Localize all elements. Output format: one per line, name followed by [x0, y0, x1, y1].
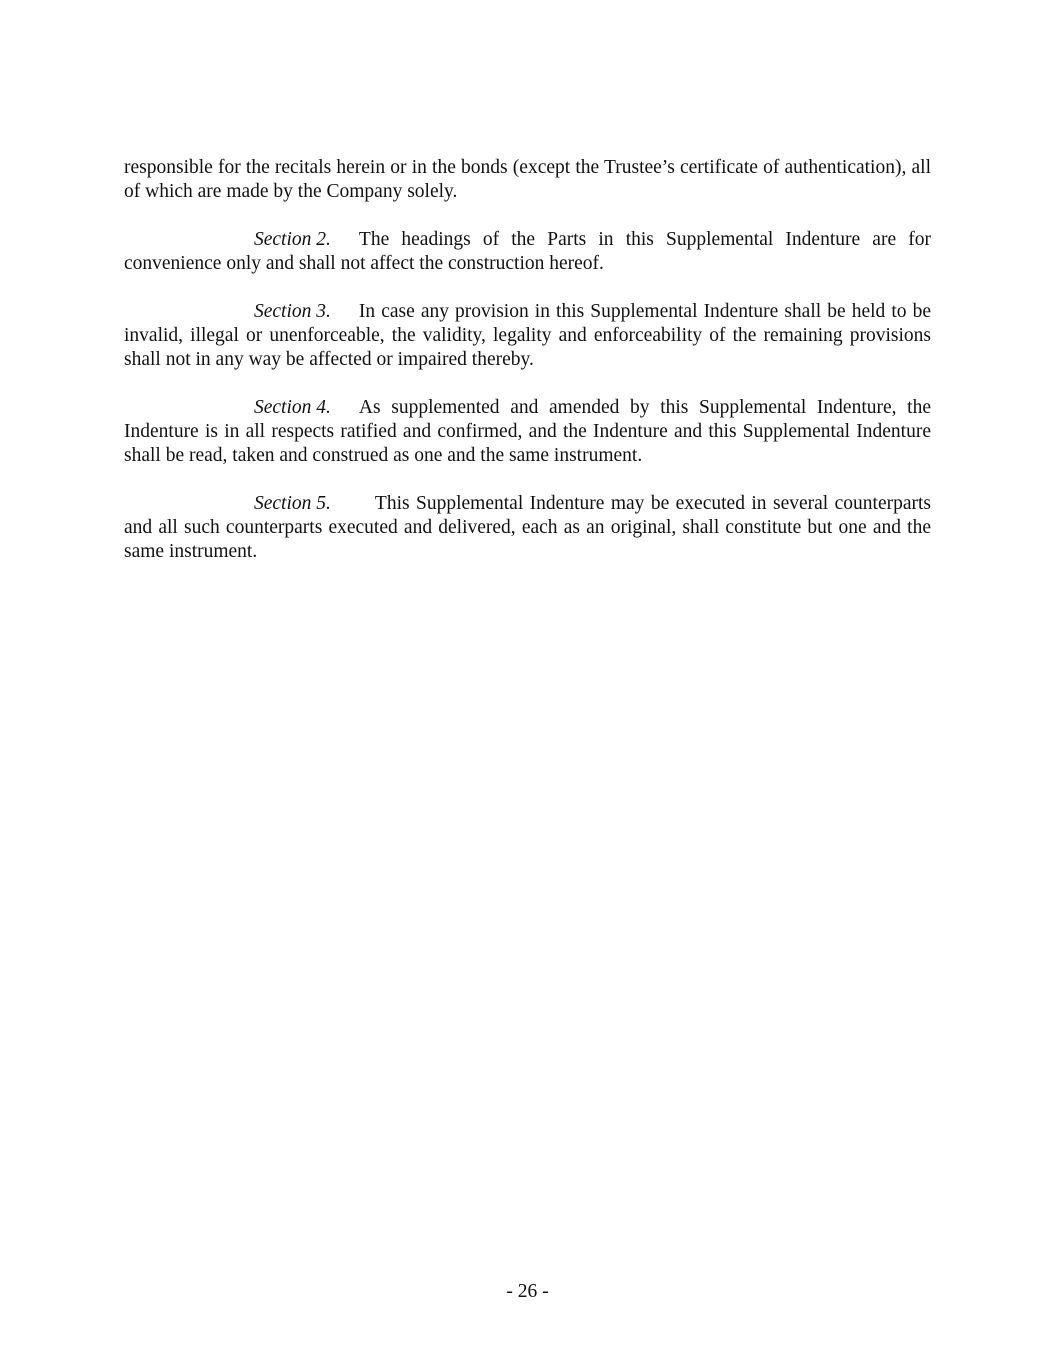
page-number: - 26 -: [506, 1281, 549, 1302]
section-2-paragraph: [124, 228, 931, 276]
paragraph-text: responsible for the recitals herein or in the bonds (except the Trustee’s certificate of authentication), all of which are made by the Company solely.: [124, 157, 931, 202]
continuation-paragraph: [124, 156, 931, 204]
section-2-text: The headings of the Parts in this Supplemental Indenture are for convenience only and shall not affect the construction hereof.: [124, 229, 931, 274]
section-5-label: Section 5.: [254, 493, 331, 514]
section-4-text: As supplemented and amended by this Supplemental Indenture, the Indenture is in all respects ratified and confirmed, and the Indenture and this Supplemental Indenture shall be read, taken and construed as one and the same instrument.: [124, 397, 931, 466]
section-3-text: In case any provision in this Supplemental Indenture shall be held to be invalid, illegal or unenforceable, the validity, legality and enforceability of the remaining provisions shall not in any way be affected or impaired thereby.: [124, 301, 931, 370]
section-5-paragraph: [124, 492, 931, 564]
section-3-paragraph: [124, 300, 931, 372]
section-4-label: Section 4.: [254, 397, 331, 418]
document-body: [124, 156, 931, 588]
section-4-paragraph: [124, 396, 931, 468]
section-5-text: This Supplemental Indenture may be executed in several counterparts and all such counterparts executed and delivered, each as an original, shall constitute but one and the same instrument.: [124, 493, 931, 562]
section-3-label: Section 3.: [254, 301, 331, 322]
section-2-label: Section 2.: [254, 229, 331, 250]
